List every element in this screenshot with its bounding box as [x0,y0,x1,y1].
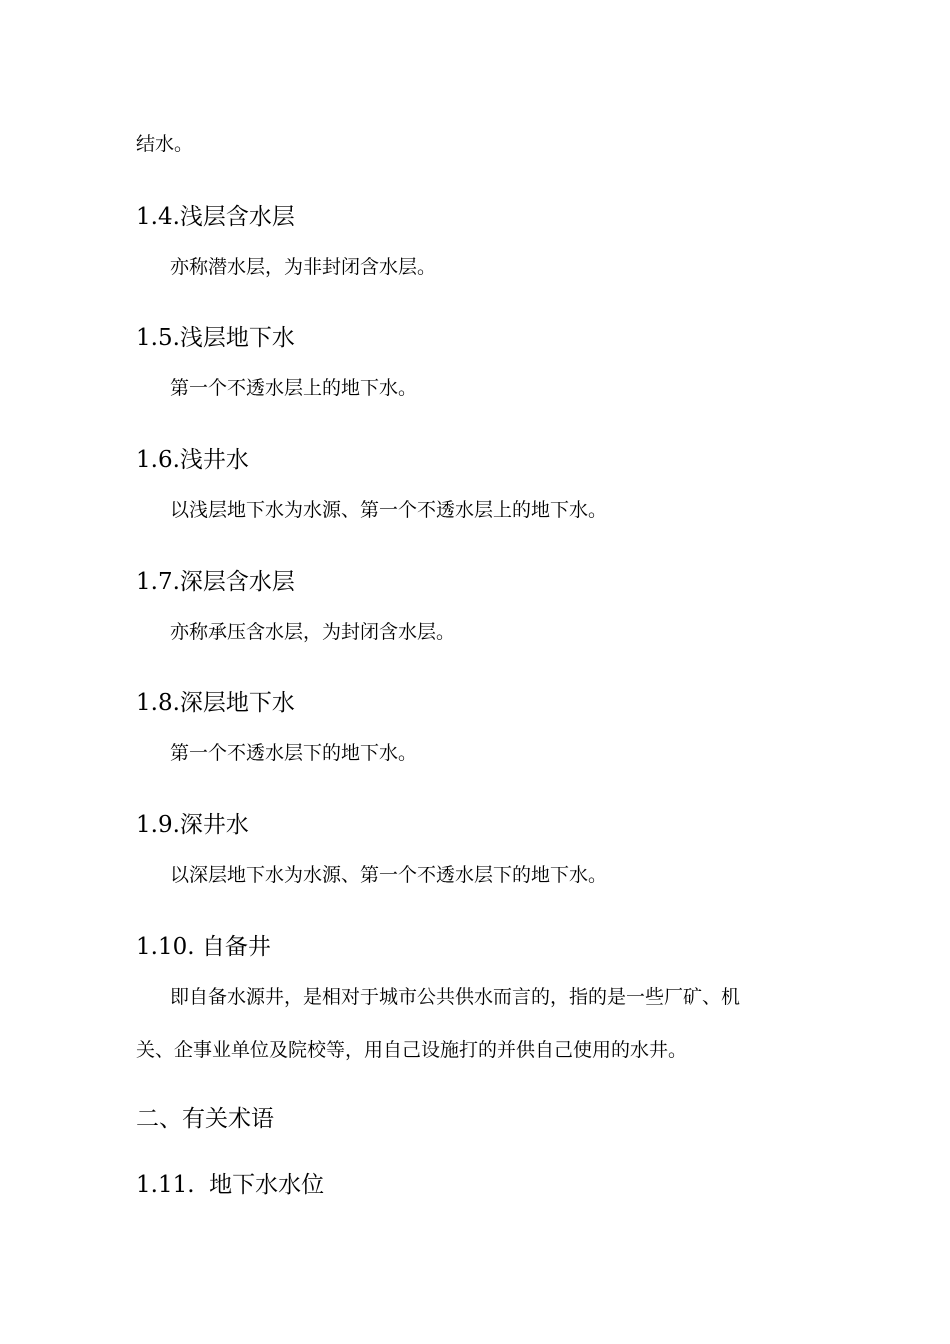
section-body-1-7: 亦称承压含水层，为封闭含水层。 [170,621,456,643]
section-heading-1-5: 1.5.浅层地下水 [136,325,295,351]
section-heading-1-9: 1.9.深井水 [136,812,249,838]
section-heading-1-6: 1.6.浅井水 [136,447,249,473]
chapter-heading: 二、有关术语 [136,1106,274,1132]
section-heading-1-4: 1.4.浅层含水层 [136,204,295,230]
continuation-text: 结水。 [136,133,194,155]
section-body-1-9: 以深层地下水为水源、第一个不透水层下的地下水。 [170,864,608,886]
section-heading-1-7: 1.7.深层含水层 [136,569,295,595]
section-heading-1-8: 1.8.深层地下水 [136,690,295,716]
section-body-1-8: 第一个不透水层下的地下水。 [170,742,418,764]
section-body-1-6: 以浅层地下水为水源、第一个不透水层上的地下水。 [170,499,608,521]
section-body-1-10-line-1: 即自备水源井，是相对于城市公共供水而言的，指的是一些厂矿、机 [170,986,741,1008]
section-heading-1-11: 1.11. 地下水水位 [136,1172,325,1198]
section-body-1-10-line-2: 关、企事业单位及院校等，用自己设施打的并供自己使用的水井。 [136,1039,688,1061]
section-heading-1-10: 1.10. 自备井 [136,934,271,960]
section-body-1-5: 第一个不透水层上的地下水。 [170,377,418,399]
section-body-1-4: 亦称潜水层，为非封闭含水层。 [170,256,437,278]
